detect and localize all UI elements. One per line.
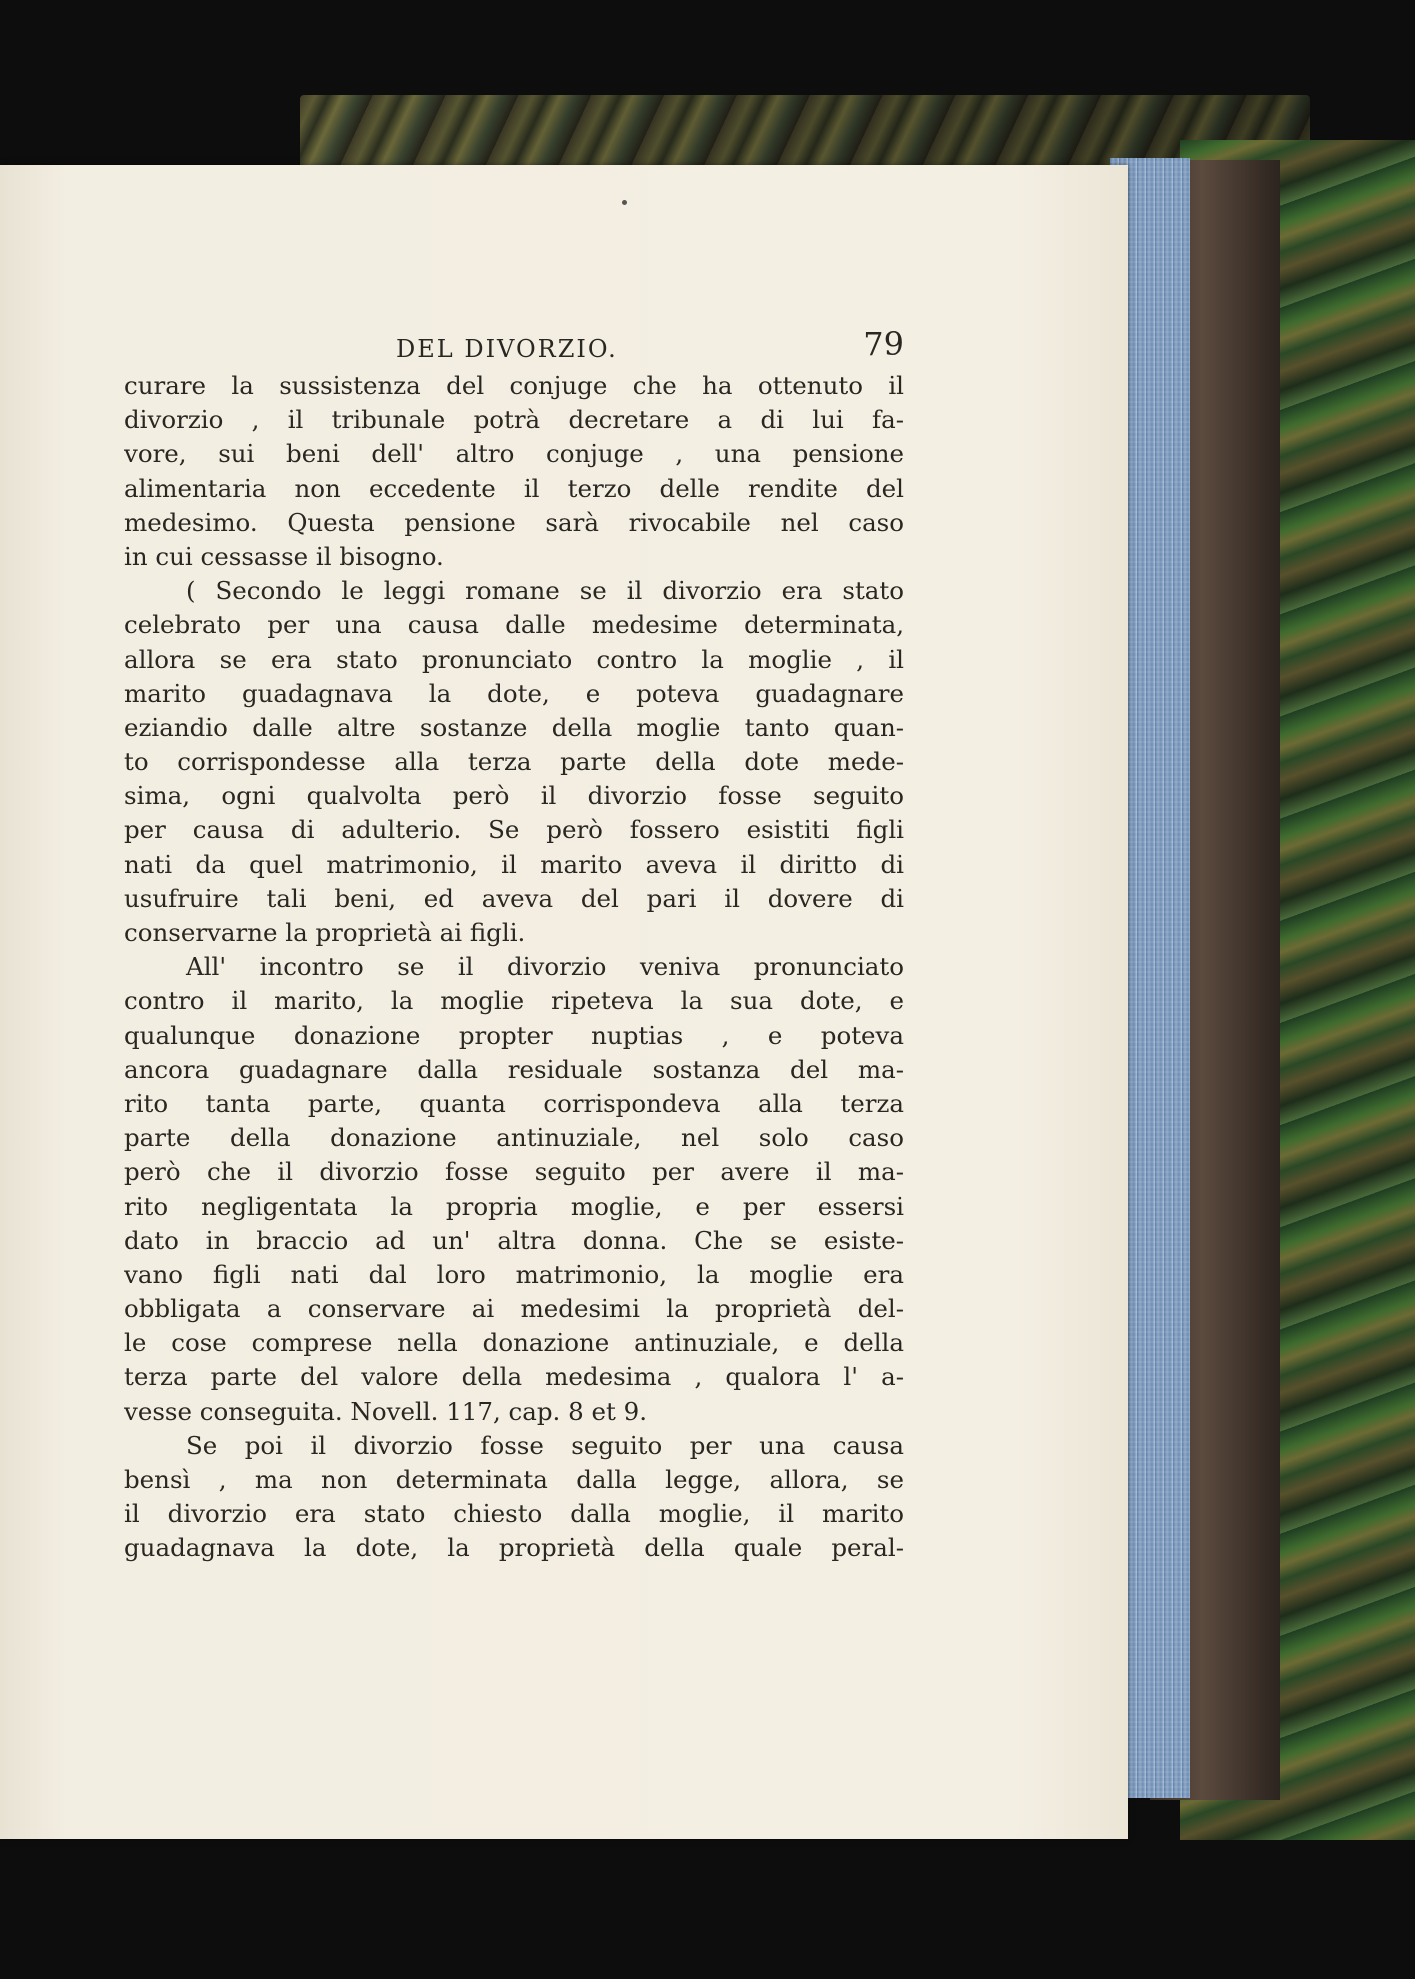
text-line: qualunque donazione propter nuptias , e poteva — [124, 1020, 904, 1050]
text-line: contro il marito, la moglie ripeteva la sua dote, e — [124, 986, 904, 1016]
text-line: obbligata a conservare ai medesimi la proprietà del- — [124, 1294, 904, 1324]
text-line: ancora guadagnare dalla residuale sostanza del ma- — [124, 1054, 904, 1084]
text-line: le cose comprese nella donazione antinuziale, e della — [124, 1328, 904, 1358]
text-line: usufruire tali beni, ed aveva del pari il dovere di — [124, 883, 904, 913]
text-line: terza parte del valore della medesima , qualora l' a- — [124, 1362, 904, 1392]
text-line: vano figli nati dal loro matrimonio, la moglie era — [124, 1259, 904, 1289]
text-line: sima, ogni qualvolta però il divorzio fosse seguito — [124, 781, 904, 811]
text-line: alimentaria non eccedente il terzo delle rendite del — [124, 473, 904, 503]
text-line: guadagnava la dote, la proprietà della quale peral- — [124, 1533, 904, 1563]
text-line: vesse conseguita. Novell. 117, cap. 8 et 9. — [124, 1396, 648, 1426]
text-line: il divorzio era stato chiesto dalla moglie, il marito — [124, 1499, 904, 1529]
page-number: 79 — [863, 325, 904, 363]
text-line: però che il divorzio fosse seguito per avere il ma- — [124, 1157, 904, 1187]
running-head — [124, 325, 904, 369]
text-line: vore, sui beni dell' altro conjuge , una pensione — [124, 439, 904, 469]
text-line: All' incontro se il divorzio veniva pronunciato — [186, 952, 904, 982]
text-line: marito guadagnava la dote, e poteva guadagnare — [124, 678, 904, 708]
text-line: bensì , ma non determinata dalla legge, allora, se — [124, 1465, 904, 1494]
text-line: per causa di adulterio. Se però fossero esistiti figli — [124, 815, 904, 845]
text-line: in cui cessasse il bisogno. — [124, 541, 444, 571]
text-line: medesimo. Questa pensione sarà rivocabile nel caso — [124, 507, 904, 537]
text-line: Se poi il divorzio fosse seguito per una causa — [186, 1430, 904, 1460]
text-line: conservarne la proprietà ai figli. — [124, 918, 526, 947]
text-line: rito tanta parte, quanta corrispondeva alla terza — [124, 1088, 904, 1118]
text-line: allora se era stato pronunciato contro la moglie , il — [124, 644, 904, 674]
text-line: to corrispondesse alla terza parte della dote mede- — [124, 747, 904, 777]
text-line: curare la sussistenza del conjuge che ha ottenuto il — [124, 371, 904, 400]
running-title: DEL DIVORZIO. — [396, 335, 618, 363]
book-page — [0, 165, 1128, 1839]
text-line: eziandio dalle altre sostanze della moglie tanto quan- — [124, 712, 904, 742]
text-line: divorzio , il tribunale potrà decretare a di lui fa- — [124, 405, 904, 435]
text-line: dato in braccio ad un' altra donna. Che se esiste- — [124, 1225, 904, 1255]
text-line: celebrato per una causa dalle medesime determinata, — [124, 610, 904, 640]
text-line: ( Secondo le leggi romane se il divorzio era stato — [186, 576, 904, 606]
page-speck — [622, 200, 627, 205]
text-line: rito negligentata la propria moglie, e per essersi — [124, 1191, 904, 1221]
page-text — [124, 325, 904, 1566]
text-lines — [124, 369, 904, 1566]
text-line: nati da quel matrimonio, il marito aveva il diritto di — [124, 849, 904, 879]
text-line: parte della donazione antinuziale, nel solo caso — [124, 1123, 904, 1153]
